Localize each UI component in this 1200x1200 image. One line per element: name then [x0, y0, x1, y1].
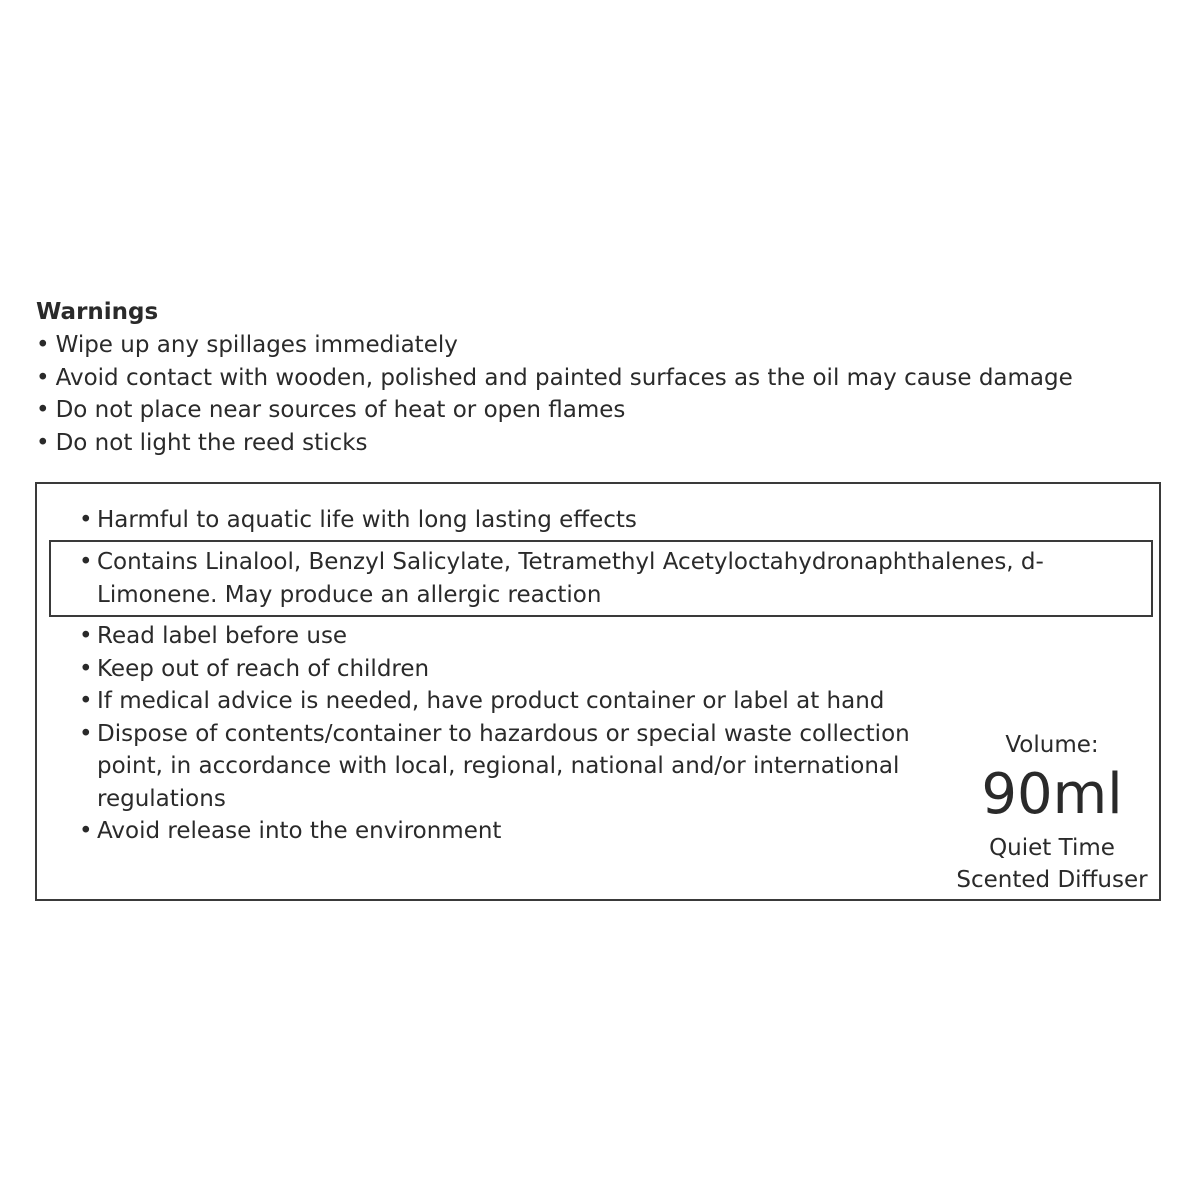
- warnings-heading: Warnings: [36, 299, 159, 325]
- volume-block: [942, 730, 1162, 896]
- product-name-line1: Quiet Time: [989, 835, 1115, 861]
- hazard-item: • Harmful to aquatic life with long lasting effects: [79, 504, 637, 537]
- hazard-item: • Keep out of reach of children: [79, 653, 929, 686]
- hazard-statements-box: [35, 482, 1161, 901]
- allergen-list: [79, 546, 1139, 611]
- allergen-item: • Contains Linalool, Benzyl Salicylate, Tetramethyl Acetyloctahydronaphthalenes, d-Limonene. May produce an allergic reaction: [79, 546, 1139, 611]
- hazard-list-bottom: [79, 620, 929, 848]
- warning-item: • Avoid contact with wooden, polished and painted surfaces as the oil may cause damage: [36, 362, 1073, 395]
- allergen-box: [49, 540, 1153, 617]
- hazard-list-top: [79, 504, 637, 537]
- warning-item: • Wipe up any spillages immediately: [36, 329, 1073, 362]
- warning-item: • Do not light the reed sticks: [36, 427, 1073, 460]
- warnings-list: [36, 329, 1073, 459]
- hazard-item: • If medical advice is needed, have product container or label at hand: [79, 685, 929, 718]
- warning-item: • Do not place near sources of heat or open flames: [36, 394, 1073, 427]
- hazard-item: • Avoid release into the environment: [79, 815, 929, 848]
- volume-label: Volume:: [1005, 732, 1099, 758]
- volume-value: 90ml: [981, 762, 1123, 827]
- hazard-item: • Dispose of contents/container to hazardous or special waste collection point, in accordance with local, regional, national and/or international regulations: [79, 718, 929, 816]
- hazard-item: • Read label before use: [79, 620, 929, 653]
- product-name-line2: Scented Diffuser: [956, 867, 1148, 893]
